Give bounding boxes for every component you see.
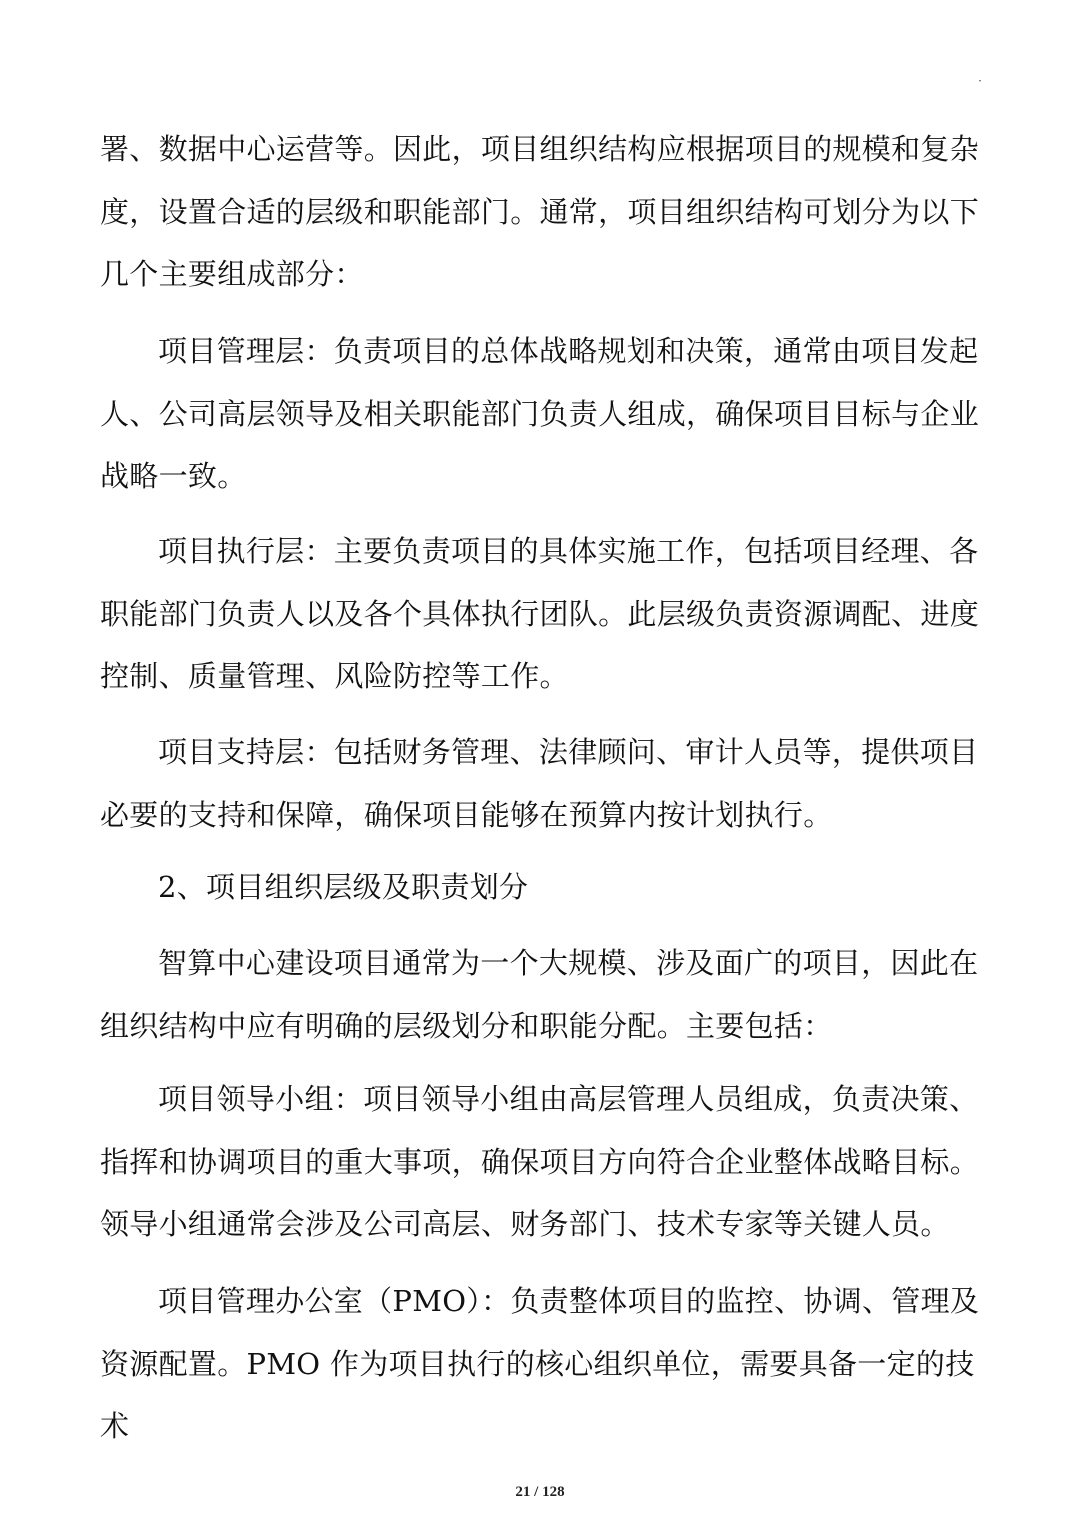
paragraph-management-layer: 项目管理层：负责项目的总体战略规划和决策，通常由项目发起人、公司高层领导及相关职能部门负责人组成，确保项目目标与企业战略一致。 [100, 334, 980, 493]
corner-mark: · [978, 74, 982, 88]
paragraph-intro-levels: 智算中心建设项目通常为一个大规模、涉及面广的项目，因此在组织结构中应有明确的层级划分和职能分配。主要包括： [100, 946, 979, 1043]
paragraph-support-layer: 项目支持层：包括财务管理、法律顾问、审计人员等，提供项目必要的支持和保障，确保项目能够在预算内按计划执行。 [100, 735, 979, 832]
paragraph-execution-layer: 项目执行层：主要负责项目的具体实施工作，包括项目经理、各职能部门负责人以及各个具体执行团队。此层级负责资源调配、进度控制、质量管理、风险防控等工作。 [100, 534, 980, 693]
paragraph-pmo: 项目管理办公室（PMO）：负责整体项目的监控、协调、管理及资源配置。PMO 作为项目执行的核心组织单位，需要具备一定的技术 [100, 1284, 980, 1443]
section-heading: 2、项目组织层级及职责划分 [158, 870, 529, 904]
page-number: 21 / 128 [515, 1484, 565, 1500]
paragraph-continuation: 署、数据中心运营等。因此，项目组织结构应根据项目的规模和复杂度，设置合适的层级和职能部门。通常，项目组织结构可划分为以下几个主要组成部分： [100, 132, 980, 291]
paragraph-leadership-group: 项目领导小组：项目领导小组由高层管理人员组成，负责决策、指挥和协调项目的重大事项，确保项目方向符合企业整体战略目标。领导小组通常会涉及公司高层、财务部门、技术专家等关键人员。 [100, 1082, 980, 1241]
